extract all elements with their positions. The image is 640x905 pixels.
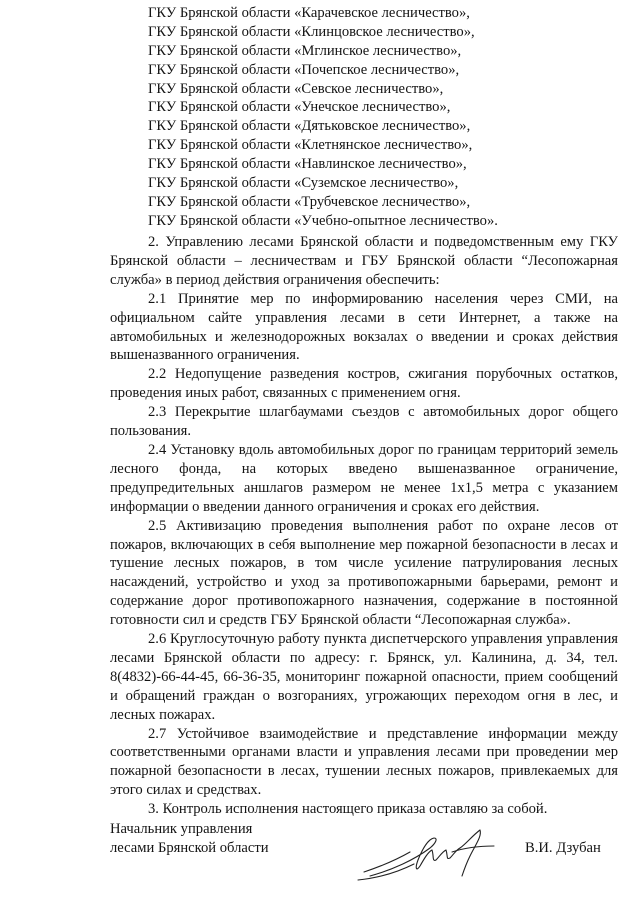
signatory-position — [110, 820, 370, 858]
forestry-list — [148, 4, 618, 231]
list-item: ГКУ Брянской области «Карачевское лесничество», — [148, 5, 470, 21]
list-item: ГКУ Брянской области «Почепское лесничество», — [148, 61, 460, 78]
paragraph-2-5: 2.5 Активизацию проведения выполнения работ по охране лесов от пожаров, включающих в себя выполнение мер пожарной безопасности в лесах и тушение лесных пожаров, в том числе усиление патрулирования лесных насаждений, устройство и уход за противопожарными барьерами, ремонт и содержание дорог противопожарного назначения, содержание в постоянной готовности сил и средств ГБУ Брянской области “Лесопожарная служба». — [110, 517, 618, 629]
paragraph-2-4: 2.4 Установку вдоль автомобильных дорог по границам территорий земель лесного фонда, на которых введено вышеназванное ограничение, предупредительных аншлагов размером не менее 1х1,5 метра с указанием информации о введении данного ограничения и сроках его действия. — [110, 441, 618, 515]
list-item: ГКУ Брянской области «Севское лесничество», — [148, 80, 444, 97]
handwritten-signature — [352, 826, 512, 884]
paragraph-2-1: 2.1 Принятие мер по информированию населения через СМИ, на официальном сайте управления лесами в сети Интернет, а также на автомобильных и железнодорожных вокзалах о введении и сроках действия вышеназванного ограничения. — [110, 290, 618, 364]
position-line: лесами Брянской области — [110, 839, 269, 856]
paragraph-3: 3. Контроль исполнения настоящего приказа оставляю за собой. — [148, 801, 548, 818]
list-item: ГКУ Брянской области «Трубчевское лесничество», — [148, 193, 471, 210]
paragraph-2-6: 2.6 Круглосуточную работу пункта диспетчерского управления управления лесами Брянской области по адресу: г. Брянск, ул. Калинина, д. 34, тел. 8(4832)-66-44-45, 66-36-35, мониторинг пожарной опасности, прием сообщений и обращений граждан о возгораниях, угрожающих переходом огня в лес, и лесных пожарах. — [110, 631, 618, 723]
paragraph-2-3: 2.3 Перекрытие шлагбаумами съездов с автомобильных дорог общего пользования. — [110, 404, 618, 440]
list-item: ГКУ Брянской области «Мглинское лесничество», — [148, 42, 462, 59]
paragraph-2-7: 2.7 Устойчивое взаимодействие и представление информации между соответственными органами власти и управления лесами при проведении мер пожарной безопасности в лесах, тушении лесных пожаров, привлекаемых для этого силах и средствах. — [110, 725, 618, 799]
list-item: ГКУ Брянской области «Дятьковское лесничество», — [148, 118, 471, 135]
position-line: Начальник управления — [110, 821, 253, 837]
list-item: ГКУ Брянской области «Суземское лесничество», — [148, 175, 459, 192]
list-item: ГКУ Брянской области «Унечское лесничество», — [148, 99, 451, 116]
list-item: ГКУ Брянской области «Клинцовское лесничество», — [148, 23, 475, 40]
list-item: ГКУ Брянской области «Навлинское лесничество», — [148, 156, 467, 173]
list-item: ГКУ Брянской области «Клетнянское лесничество», — [148, 137, 473, 154]
paragraph-2: 2. Управлению лесами Брянской области и подведомственным ему ГКУ Брянской области – лесничествам и ГБУ Брянской области “Лесопожарная служба» в период действия ограничения обеспечить: — [110, 234, 618, 288]
order-body — [110, 233, 618, 819]
paragraph-2-2: 2.2 Недопущение разведения костров, сжигания порубочных остатков, проведения иных работ, связанных с применением огня. — [110, 366, 618, 402]
signatory-name: В.И. Дзубан — [525, 840, 601, 856]
list-item: ГКУ Брянской области «Учебно-опытное лесничество». — [148, 212, 498, 229]
